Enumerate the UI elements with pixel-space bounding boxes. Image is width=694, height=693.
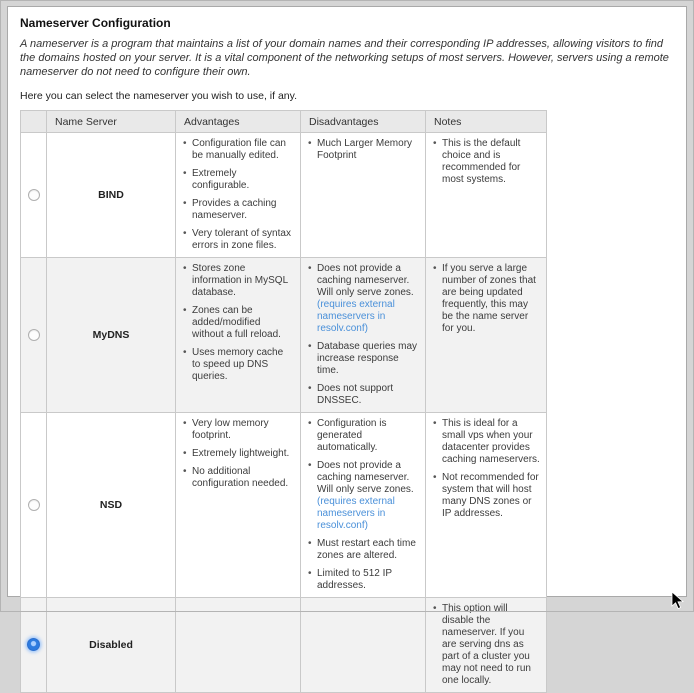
disadvantage-text: Does not provide a caching nameserver. Will only serve zones. (317, 263, 414, 298)
list-item: • Must restart each time zones are altered. (307, 538, 419, 562)
list-item: • Provides a caching nameserver. (182, 198, 294, 222)
disadvantages-cell-empty (301, 598, 426, 693)
radio-cell (21, 133, 47, 258)
resolv-conf-link[interactable]: (requires external nameservers in resolv.conf) (317, 496, 395, 531)
advantages-cell (176, 413, 301, 598)
advantages-cell (176, 258, 301, 413)
header-advantages: Advantages (176, 111, 301, 133)
list-item: • Very low memory footprint. (182, 418, 294, 442)
disadvantages-cell (301, 133, 426, 258)
list-item: • Limited to 512 IP addresses. (307, 568, 419, 592)
nameserver-name-mydns: MyDNS (47, 258, 176, 413)
list-item: • Does not support DNSSEC. (307, 383, 419, 407)
nameserver-name-bind: BIND (47, 133, 176, 258)
list-item: • This option will disable the nameserver. If you are serving dns as part of a cluster you may not need to run one locally. (432, 603, 540, 687)
list-item: • Stores zone information in MySQL database. (182, 263, 294, 299)
header-notes: Notes (426, 111, 547, 133)
disadvantages-cell (301, 413, 426, 598)
advantages-cell (176, 133, 301, 258)
table-row-nsd (21, 413, 547, 598)
list-item: • Not recommended for system that will host many DNS zones or IP addresses. (432, 472, 540, 520)
table-row-disabled (21, 598, 547, 693)
nameserver-name-nsd: NSD (47, 413, 176, 598)
list-item (307, 263, 419, 335)
list-item: • Very tolerant of syntax errors in zone files. (182, 228, 294, 252)
list-item (307, 460, 419, 532)
radio-cell (21, 413, 47, 598)
nameserver-table (20, 110, 547, 693)
disadvantages-cell (301, 258, 426, 413)
list-item: • Configuration is generated automatically. (307, 418, 419, 454)
list-item: • Configuration file can be manually edited. (182, 138, 294, 162)
table-row-mydns (21, 258, 547, 413)
notes-cell (426, 258, 547, 413)
list-item: • Uses memory cache to speed up DNS queries. (182, 347, 294, 383)
list-item: • Database queries may increase response time. (307, 341, 419, 377)
nameserver-configuration-panel (7, 6, 687, 686)
list-item: • Extremely lightweight. (182, 448, 294, 460)
list-item: • This is ideal for a small vps when your datacenter provides caching nameservers. (432, 418, 540, 466)
disadvantage-text: Does not provide a caching nameserver. Will only serve zones. (317, 460, 414, 495)
table-header-row (21, 111, 547, 133)
selection-instruction: Here you can select the nameserver you wish to use, if any. (20, 90, 298, 102)
list-item: • Much Larger Memory Footprint (307, 138, 419, 162)
page-description: A nameserver is a program that maintains a list of your domain names and their corresponding IP addresses, allowing visitors to find the domains hosted on your server. It is a vital component of the networking setups of most servers. However, servers using a remote nameserver do not need to configure their own. (20, 38, 669, 78)
notes-cell (426, 598, 547, 693)
advantages-cell-empty (176, 598, 301, 693)
notes-cell (426, 133, 547, 258)
nameserver-name-disabled: Disabled (47, 598, 176, 693)
radio-nsd[interactable] (28, 499, 40, 511)
list-item: • If you serve a large number of zones that are being updated frequently, this may be the name server for you. (432, 263, 540, 335)
list-item: • No additional configuration needed. (182, 466, 294, 490)
header-disadvantages: Disadvantages (301, 111, 426, 133)
list-item: • Zones can be added/modified without a full reload. (182, 305, 294, 341)
header-radio-column (21, 111, 47, 133)
header-name-server: Name Server (47, 111, 176, 133)
radio-mydns[interactable] (28, 329, 40, 341)
table-row-bind (21, 133, 547, 258)
page-title: Nameserver Configuration (20, 16, 171, 30)
list-item: • This is the default choice and is recommended for most systems. (432, 138, 540, 186)
list-item: • Extremely configurable. (182, 168, 294, 192)
notes-cell (426, 413, 547, 598)
resolv-conf-link[interactable]: (requires external nameservers in resolv.conf) (317, 299, 395, 334)
radio-disabled-selected[interactable] (27, 638, 40, 651)
radio-bind[interactable] (28, 189, 40, 201)
radio-cell (21, 258, 47, 413)
radio-cell (21, 598, 47, 693)
